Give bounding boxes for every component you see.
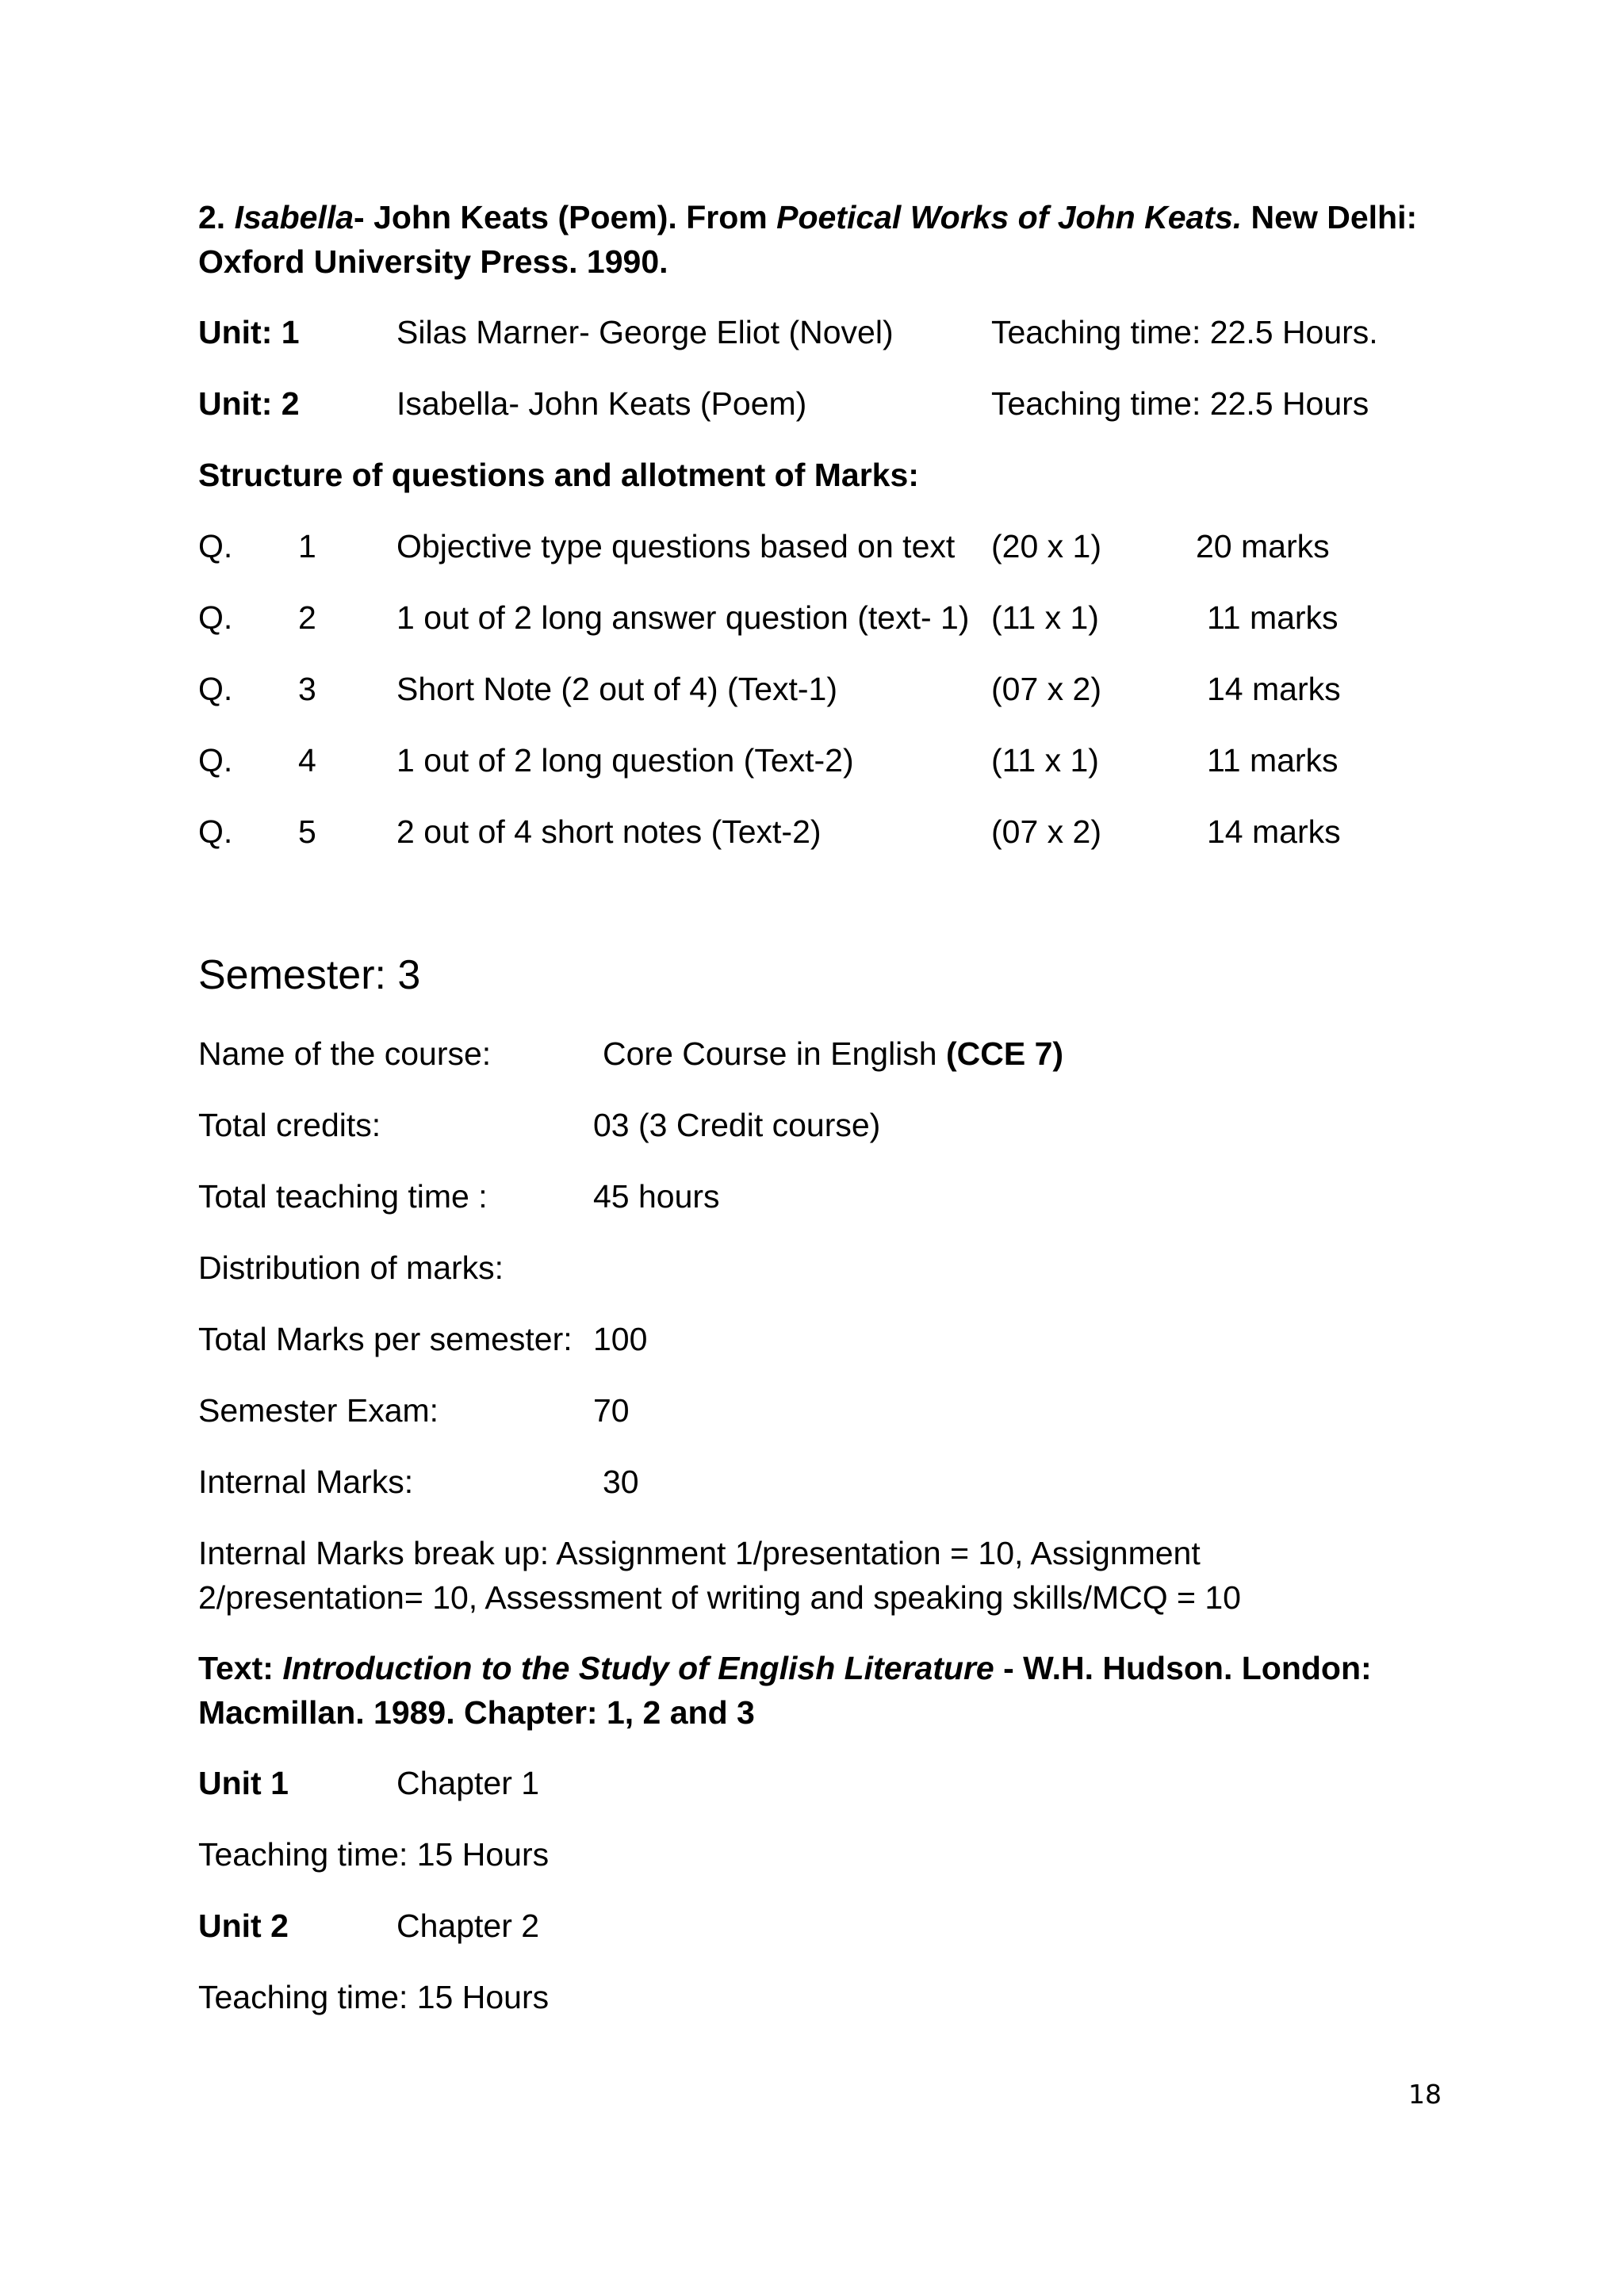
course-name-value: [603, 1031, 1063, 1076]
distribution-label: Distribution of marks:: [198, 1249, 504, 1286]
question-q: Q.: [198, 813, 233, 850]
course-name-label: Name of the course:: [198, 1035, 492, 1072]
credits-value: 03 (3 Credit course): [593, 1107, 881, 1143]
internal-breakup-line2: 2/presentation= 10, Assessment of writing and speaking skills/MCQ = 10: [198, 1579, 1241, 1616]
chapter-unit-text: Chapter 1: [396, 1765, 540, 1801]
total-marks-value: 100: [593, 1321, 648, 1357]
text2-rest: - W.H. Hudson. London:: [994, 1650, 1372, 1686]
question-row: [198, 667, 1467, 711]
question-row: [198, 595, 1467, 640]
question-number: 4: [298, 742, 316, 779]
publisher-place: New Delhi:: [1242, 199, 1418, 235]
total-marks-label: Total Marks per semester:: [198, 1321, 573, 1357]
internal-marks-label: Internal Marks:: [198, 1464, 414, 1500]
total-marks-row: [198, 1317, 1467, 1361]
question-row: [198, 738, 1467, 783]
chapter-teaching-time: Teaching time: 15 Hours: [198, 1979, 550, 2015]
question-q: Q.: [198, 599, 233, 636]
internal-breakup-line1: Internal Marks break up: Assignment 1/presentation = 10, Assignment: [198, 1535, 1201, 1571]
page-number: 18: [1408, 2079, 1442, 2110]
text-number: 2.: [198, 199, 235, 235]
unit-row: [198, 381, 1467, 426]
question-q: Q.: [198, 528, 233, 564]
question-row: [198, 524, 1467, 568]
question-description: 1 out of 2 long question (Text-2): [396, 742, 854, 779]
chapter-unit-text: Chapter 2: [396, 1908, 540, 1944]
question-description: Short Note (2 out of 4) (Text-1): [396, 671, 838, 707]
text2-prefix: Text:: [198, 1650, 283, 1686]
question-q: Q.: [198, 671, 233, 707]
question-description: 1 out of 2 long answer question (text- 1): [396, 599, 970, 636]
text-reference-line1: [198, 195, 1417, 239]
question-marks: 11 marks: [1207, 599, 1339, 636]
question-number: 3: [298, 671, 316, 707]
question-calc: (11 x 1): [991, 742, 1099, 779]
internal-marks-value: 30: [603, 1464, 639, 1500]
question-calc: (20 x 1): [991, 528, 1101, 564]
question-description: Objective type questions based on text: [396, 528, 956, 564]
semester-exam-label: Semester Exam:: [198, 1392, 439, 1429]
question-marks: 14 marks: [1207, 671, 1341, 707]
chapter-unit-row: [198, 1904, 1467, 1948]
text2-title: Introduction to the Study of English Literature: [282, 1650, 994, 1686]
course-name-text: Core Course in English: [603, 1035, 946, 1072]
question-marks: 20 marks: [1196, 528, 1330, 564]
credits-row: [198, 1103, 1467, 1147]
question-description: 2 out of 4 short notes (Text-2): [396, 813, 822, 850]
teaching-time-row: [198, 1174, 1467, 1219]
book-title: Poetical Works of John Keats.: [776, 199, 1243, 235]
chapter-unit-row: [198, 1761, 1467, 1805]
teaching-time-label: Total teaching time :: [198, 1178, 488, 1215]
question-marks: 11 marks: [1207, 742, 1339, 779]
text2-line1: [198, 1646, 1372, 1690]
unit-label: Unit: 1: [198, 314, 300, 350]
semester-exam-value: 70: [593, 1392, 630, 1429]
unit-label: Unit: 2: [198, 385, 300, 422]
course-code: (CCE 7): [945, 1035, 1064, 1072]
structure-heading: Structure of questions and allotment of Marks:: [198, 457, 919, 493]
question-row: [198, 809, 1467, 854]
text2-line2: Macmillan. 1989. Chapter: 1, 2 and 3: [198, 1694, 755, 1731]
question-calc: (11 x 1): [991, 599, 1099, 636]
unit-text: Isabella- John Keats (Poem): [396, 385, 807, 422]
internal-marks-row: [198, 1460, 1467, 1504]
text-author: - John Keats (Poem). From: [354, 199, 777, 235]
text-title: Isabella: [234, 199, 354, 235]
semester-title: Semester: 3: [198, 952, 421, 998]
unit-text: Silas Marner- George Eliot (Novel): [396, 314, 894, 350]
chapter-teaching-time: Teaching time: 15 Hours: [198, 1836, 550, 1873]
question-number: 5: [298, 813, 316, 850]
chapter-unit-label: Unit 1: [198, 1765, 289, 1801]
unit-row: [198, 310, 1467, 354]
question-number: 2: [298, 599, 316, 636]
text-reference-line2: Oxford University Press. 1990.: [198, 243, 668, 280]
question-calc: (07 x 2): [991, 671, 1101, 707]
question-number: 1: [298, 528, 316, 564]
question-marks: 14 marks: [1207, 813, 1341, 850]
unit-teaching-time: Teaching time: 22.5 Hours.: [991, 314, 1378, 350]
distribution-row: [198, 1246, 1467, 1290]
question-q: Q.: [198, 742, 233, 779]
credits-label: Total credits:: [198, 1107, 381, 1143]
course-name-row: [198, 1031, 1467, 1076]
unit-teaching-time: Teaching time: 22.5 Hours: [991, 385, 1369, 422]
teaching-time-value: 45 hours: [593, 1178, 720, 1215]
semester-exam-row: [198, 1388, 1467, 1433]
chapter-unit-label: Unit 2: [198, 1908, 289, 1944]
question-calc: (07 x 2): [991, 813, 1101, 850]
